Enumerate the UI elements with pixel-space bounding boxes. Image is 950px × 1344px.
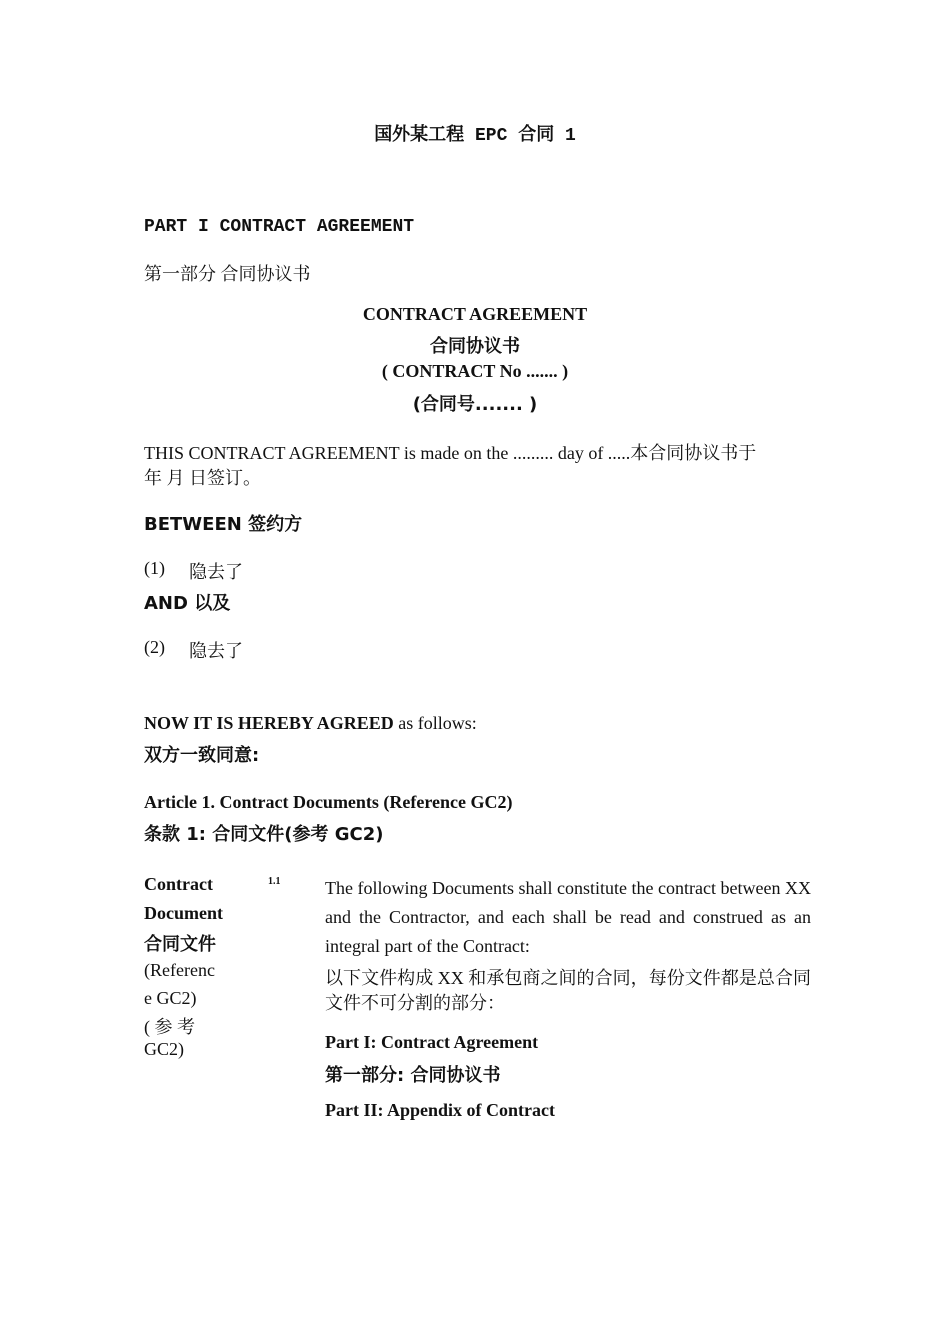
clause-number: 1.1: [268, 876, 281, 887]
document-part-1-cn: 第一部分: 合同协议书: [325, 1065, 501, 1086]
party-2-number: (2): [144, 637, 165, 657]
clause-label-en-1: Contract: [144, 874, 213, 894]
clause-label-cn: 合同文件: [144, 934, 216, 955]
party-1-number: (1): [144, 558, 165, 578]
clause-reference-2: e GC2): [144, 988, 197, 1008]
agreed-cn: 双方一致同意:: [144, 745, 260, 766]
agreement-title-cn: 合同协议书: [430, 336, 520, 357]
party-1-name: 隐去了: [189, 562, 243, 582]
clause-body-en: The following Documents shall constitute the contract between XX and the Contractor, and each shall be read and construed as an integral part of the Contract:: [325, 878, 811, 956]
agreed-bold: NOW IT IS HEREBY AGREED: [144, 713, 394, 733]
between-label: BETWEEN 签约方: [144, 514, 303, 535]
part-heading-cn: 第一部分 合同协议书: [144, 264, 311, 284]
contract-number-cn: (合同号....... ): [412, 394, 538, 415]
contract-number-en: ( CONTRACT No ....... ): [381, 361, 569, 381]
made-on-line-1: THIS CONTRACT AGREEMENT is made on the ......... day of .....本合同协议书于: [144, 443, 757, 463]
and-label: AND 以及: [144, 593, 231, 614]
document-title: 国外某工程 EPC 合同 1: [374, 126, 576, 146]
article-1-title-cn: 条款 1: 合同文件(参考 GC2): [144, 824, 384, 845]
agreed-line: [144, 713, 477, 734]
document-part-2-en: Part II: Appendix of Contract: [325, 1100, 555, 1120]
part-heading-en: PART I CONTRACT AGREEMENT: [144, 217, 415, 237]
agreement-title-en: CONTRACT AGREEMENT: [362, 304, 588, 324]
made-on-line-2: 年 月 日签订。: [144, 468, 261, 488]
agreed-rest: as follows:: [393, 713, 477, 733]
article-1-title-en: Article 1. Contract Documents (Reference GC2): [144, 792, 513, 812]
clause-reference-1: (Referenc: [144, 960, 215, 980]
party-2-name: 隐去了: [189, 641, 243, 661]
clause-reference-cn-2: GC2): [144, 1039, 184, 1059]
document-part-1-en: Part I: Contract Agreement: [325, 1032, 539, 1052]
clause-label-en-2: Document: [144, 903, 223, 923]
clause-reference-cn-1: ( 参 考: [144, 1017, 195, 1037]
clause-body-cn: 以下文件构成 XX 和承包商之间的合同，每份文件都是总合同文件不可分割的部分：: [325, 968, 811, 1013]
